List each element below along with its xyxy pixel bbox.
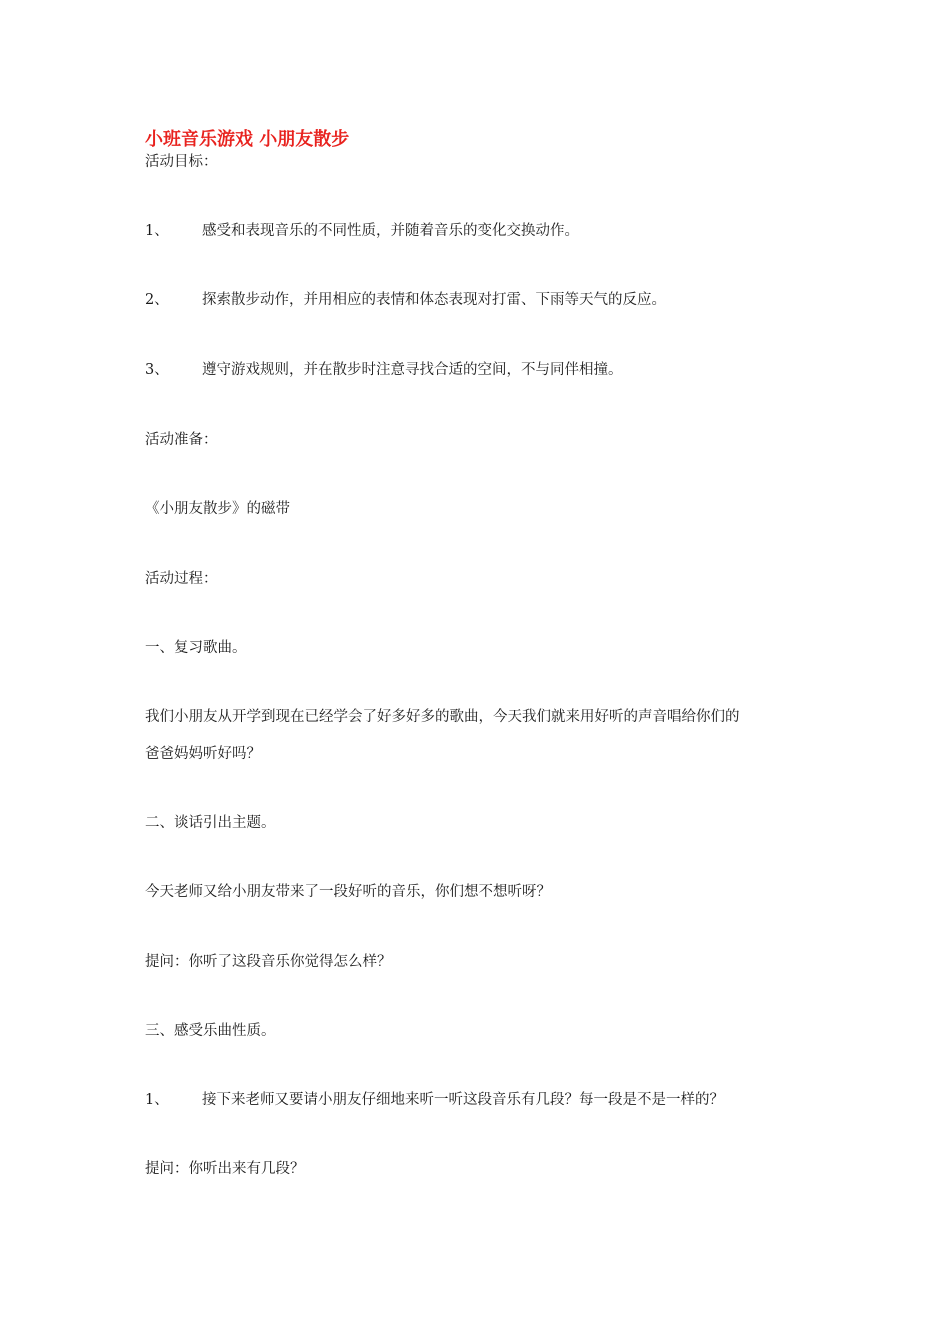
step3-question: 提问：你听出来有几段？ bbox=[145, 1161, 305, 1177]
goal-3-text: 遵守游戏规则，并在散步时注意寻找合适的空间，不与同伴相撞。 bbox=[202, 362, 623, 378]
step1-text-line2: 爸爸妈妈听好吗？ bbox=[145, 746, 261, 762]
step3-item-number: 1、 bbox=[145, 1092, 169, 1108]
step1-heading: 一、复习歌曲。 bbox=[145, 640, 247, 656]
step2-heading: 二、谈话引出主题。 bbox=[145, 815, 276, 831]
prep-text: 《小朋友散步》的磁带 bbox=[145, 501, 290, 517]
goals-heading: 活动目标： bbox=[145, 154, 218, 170]
goal-2-number: 2、 bbox=[145, 292, 169, 308]
step3-item-text: 接下来老师又要请小朋友仔细地来听一听这段音乐有几段？每一段是不是一样的？ bbox=[202, 1092, 724, 1108]
step3-heading: 三、感受乐曲性质。 bbox=[145, 1023, 276, 1039]
step1-text-line1: 我们小朋友从开学到现在已经学会了好多好多的歌曲，今天我们就来用好听的声音唱给你们的 bbox=[145, 709, 740, 725]
goal-2-text: 探索散步动作，并用相应的表情和体态表现对打雷、下雨等天气的反应。 bbox=[202, 292, 666, 308]
document-title: 小班音乐游戏 小朋友散步 bbox=[145, 129, 350, 150]
prep-heading: 活动准备： bbox=[145, 432, 218, 448]
goal-3-number: 3、 bbox=[145, 362, 169, 378]
step2-question: 提问：你听了这段音乐你觉得怎么样？ bbox=[145, 954, 392, 970]
goal-1-number: 1、 bbox=[145, 223, 169, 239]
process-heading: 活动过程： bbox=[145, 571, 218, 587]
goal-1-text: 感受和表现音乐的不同性质，并随着音乐的变化交换动作。 bbox=[202, 223, 579, 239]
step2-text: 今天老师又给小朋友带来了一段好听的音乐，你们想不想听呀？ bbox=[145, 884, 551, 900]
